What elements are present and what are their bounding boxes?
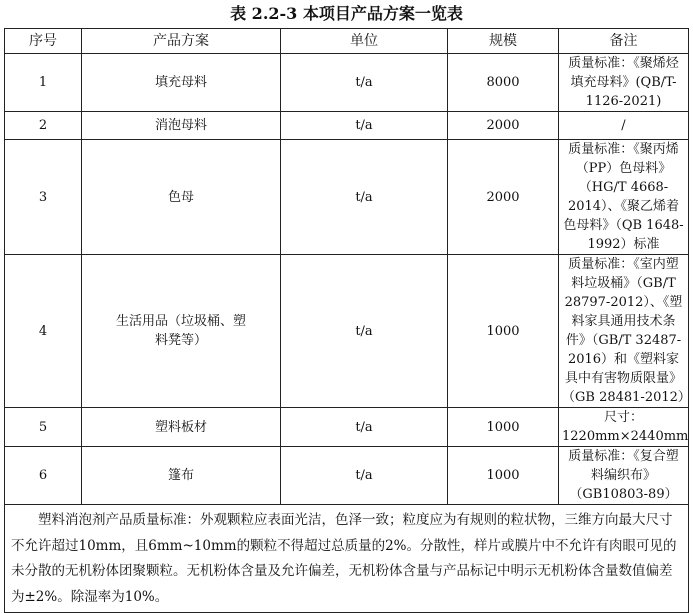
table-row xyxy=(5,112,689,140)
cell-scale: 2000 xyxy=(448,112,559,140)
cell-no: 5 xyxy=(5,408,82,447)
cell-unit: t/a xyxy=(281,255,448,408)
cell-product: 色母 xyxy=(82,140,281,255)
cell-remark: 质量标准：《室内塑料垃圾桶》（GB/T 28797-2012）、《塑料家具通用技术条件》（GB/T 32487-2016）和《塑料家具中有害物质限量》（GB 28481-2012） xyxy=(559,255,689,408)
cell-remark: / xyxy=(559,112,689,140)
table-row xyxy=(5,447,689,505)
cell-unit: t/a xyxy=(281,112,448,140)
cell-scale: 1000 xyxy=(448,255,559,408)
cell-remark: 尺寸：1220mm×2440mm xyxy=(559,408,689,447)
cell-remark: 质量标准：《复合塑料编织布》（GB10803-89） xyxy=(559,447,689,505)
cell-no: 4 xyxy=(5,255,82,408)
table-row xyxy=(5,140,689,255)
cell-unit: t/a xyxy=(281,447,448,505)
table-header-row xyxy=(5,29,689,54)
table-row xyxy=(5,54,689,112)
cell-product: 消泡母料 xyxy=(82,112,281,140)
header-unit: 单位 xyxy=(281,29,448,54)
cell-unit: t/a xyxy=(281,54,448,112)
cell-no: 2 xyxy=(5,112,82,140)
table-note: 塑料消泡剂产品质量标准：外观颗粒应表面光洁，色泽一致；粒度应为有规则的粒状物，三维方向最大尺寸不允许超过10mm，且6mm~10mm的颗粒不得超过总质量的2%。分散性，样片或膜片中不允许有肉眼可见的未分散的无机粉体团聚颗粒。无机粉体含量及允许偏差，无机粉体含量与产品标记中明示无机粉体含量数值偏差为±2%。除湿率为10%。 xyxy=(5,505,689,613)
cell-no: 1 xyxy=(5,54,82,112)
cell-scale: 1000 xyxy=(448,447,559,505)
cell-scale: 8000 xyxy=(448,54,559,112)
cell-unit: t/a xyxy=(281,408,448,447)
cell-remark: 质量标准：《聚丙烯（PP）色母料》（HG/T 4668-2014）、《聚乙烯着色母料》（QB 1648-1992）标准 xyxy=(559,140,689,255)
cell-remark: 质量标准：《聚烯烃填充母料》(QB/T-1126-2021) xyxy=(559,54,689,112)
cell-scale: 1000 xyxy=(448,408,559,447)
cell-scale: 2000 xyxy=(448,140,559,255)
cell-product: 篷布 xyxy=(82,447,281,505)
cell-unit: t/a xyxy=(281,140,448,255)
header-no: 序号 xyxy=(5,29,82,54)
cell-product: 塑料板材 xyxy=(82,408,281,447)
table-note-row xyxy=(5,505,689,613)
header-product: 产品方案 xyxy=(82,29,281,54)
cell-product: 生活用品（垃圾桶、塑料凳等） xyxy=(82,255,281,408)
header-remark: 备注 xyxy=(559,29,689,54)
cell-no: 3 xyxy=(5,140,82,255)
table-caption: 表 2.2-3 本项目产品方案一览表 xyxy=(230,4,463,23)
table-row xyxy=(5,408,689,447)
product-plan-table xyxy=(4,28,689,613)
cell-no: 6 xyxy=(5,447,82,505)
cell-product: 填充母料 xyxy=(82,54,281,112)
header-scale: 规模 xyxy=(448,29,559,54)
table-row xyxy=(5,255,689,408)
